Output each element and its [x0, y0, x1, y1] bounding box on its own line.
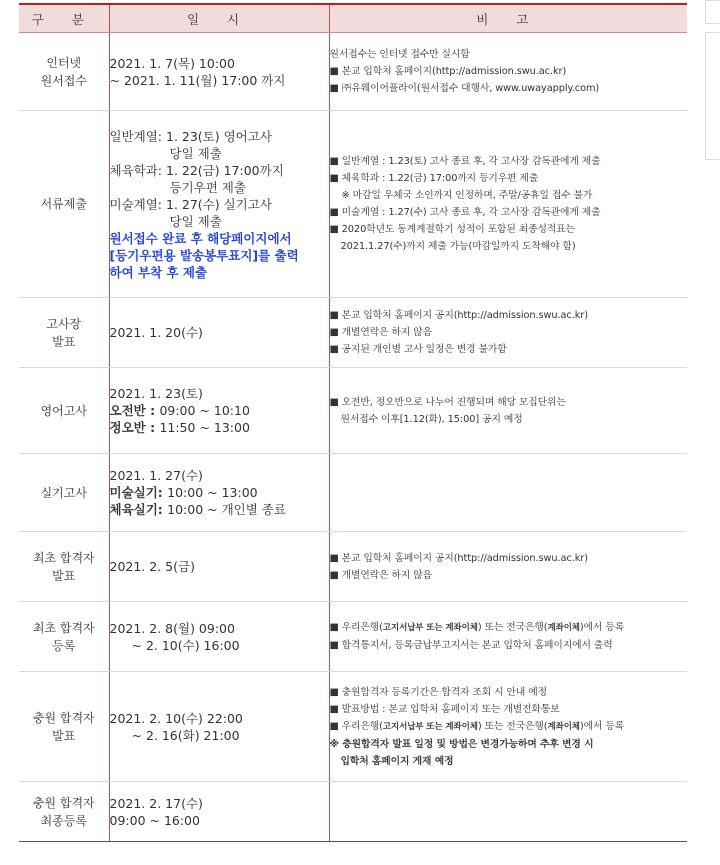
- note-line: ■ 본교 입학처 홈페이지 공지(http://admission.swu.ac.kr): [329, 552, 588, 564]
- note-line: ■ 발표방법 : 본교 입학처 홈페이지 또는 개별전화통보: [329, 703, 560, 715]
- schedule-label: 미술계열:: [109, 196, 166, 212]
- category-cell: [19, 454, 109, 532]
- category-line: 최종등록: [40, 813, 87, 828]
- note-line: ※ 충원합격자 발표 일정 및 방법은 변경가능하며 추후 변경 시: [329, 738, 594, 750]
- schedule-line: [110, 484, 329, 501]
- note-text: ■ 우리은행(: [329, 720, 383, 732]
- note-line: ■ 개별연락은 하지 않음: [329, 327, 432, 338]
- note-line: 입학처 홈페이지 게재 예정: [340, 755, 454, 767]
- notes-cell: [329, 782, 687, 842]
- notes-cell: [329, 454, 687, 532]
- category-line: 발표: [52, 334, 76, 349]
- table-row: [19, 532, 687, 602]
- schedule-text: 10:00 ~ 개인별 종료: [167, 502, 286, 517]
- submission-instruction: [등기우편용 발송봉투표지]를 출력: [109, 247, 299, 263]
- schedule-text: 10:00 ~ 13:00: [167, 485, 258, 500]
- table-row: [19, 298, 687, 368]
- table-row: [19, 782, 687, 842]
- notes-cell: [329, 368, 687, 454]
- schedule-line: 등기우편 제출: [169, 179, 246, 195]
- note-line: [330, 718, 688, 736]
- schedule-line: ~ 2. 10(수) 16:00: [131, 637, 240, 653]
- category-line: 충원 합격자: [32, 710, 95, 725]
- header-category: 구 분: [19, 4, 109, 33]
- notes-cell: [329, 532, 687, 602]
- category-cell: [19, 368, 109, 454]
- category-line: 영어고사: [40, 403, 87, 418]
- schedule-line: [110, 419, 329, 436]
- schedule-line: 2021. 1. 23(토): [109, 386, 203, 401]
- schedule-cell: [109, 782, 329, 842]
- notes-cell: [329, 298, 687, 368]
- admission-schedule-table: [19, 3, 687, 842]
- note-line: ■ 본교 입학처 홈페이지 공지(http://admission.swu.ac.kr): [329, 310, 588, 321]
- notes-cell: [329, 672, 687, 782]
- schedule-label: 미술실기:: [109, 485, 168, 500]
- category-line: 발표: [52, 728, 76, 743]
- table-header-row: [19, 4, 687, 33]
- note-line: ■ 공지된 개인별 고사 일정은 변경 불가함: [329, 344, 507, 355]
- schedule-text: 11:50 ~ 13:00: [159, 420, 250, 435]
- header-notes: 비 고: [329, 4, 687, 33]
- note-emphasis: 고지서납부 또는 계좌이체: [382, 721, 478, 732]
- schedule-line: 2021. 2. 8(월) 09:00: [109, 620, 235, 636]
- note-text: ) 또는 전국은행(: [477, 720, 548, 732]
- category-line: 실기고사: [40, 485, 87, 500]
- schedule-line: 당일 제출: [169, 145, 222, 161]
- note-emphasis: 계좌이체: [547, 623, 580, 633]
- note-text: ) 또는 전국은행(: [477, 622, 548, 633]
- note-line: ■ 합격통지서, 등록금납부고지서는 본교 입학처 홈페이지에서 출력: [329, 640, 613, 651]
- schedule-line: ~ 2. 16(화) 21:00: [131, 727, 240, 743]
- category-line: 최초 합격자: [32, 550, 95, 565]
- note-line: ■ 2020학년도 동계계절학기 성적이 포함된 최종성적표는: [329, 224, 575, 235]
- schedule-cell: [109, 672, 329, 782]
- schedule-text: 1. 27(수) 실기고사: [166, 196, 272, 212]
- note-line: 원서접수는 인터넷 접수만 실시함: [329, 49, 470, 60]
- notes-cell: [329, 111, 687, 298]
- table-row: [19, 602, 687, 672]
- category-cell: [19, 602, 109, 672]
- category-cell: [19, 111, 109, 298]
- submission-instruction: 원서접수 완료 후 해당페이지에서: [109, 230, 292, 246]
- category-cell: [19, 532, 109, 602]
- category-cell: [19, 782, 109, 842]
- schedule-line: [110, 196, 329, 213]
- schedule-line: 2021. 1. 7(목) 10:00: [109, 55, 235, 71]
- schedule-line: [110, 162, 329, 179]
- schedule-text: 09:00 ~ 10:10: [159, 403, 250, 418]
- schedule-cell: [109, 454, 329, 532]
- schedule-label: 오전반 :: [109, 403, 160, 418]
- category-line: 인터넷: [46, 55, 82, 70]
- schedule-line: 2021. 2. 17(수): [109, 795, 203, 811]
- table-row: [19, 454, 687, 532]
- submission-instruction: 하여 부착 후 제출: [109, 264, 208, 280]
- side-widget-panel: [705, 32, 720, 160]
- note-line: ■ 미술계열 : 1.27(수) 고사 종료 후, 각 고사장 감독관에게 제출: [329, 207, 601, 218]
- header-schedule: 일 시: [109, 4, 329, 33]
- schedule-line: 2021. 2. 10(수) 22:00: [109, 710, 243, 726]
- category-line: 고사장: [46, 316, 82, 331]
- schedule-cell: [109, 368, 329, 454]
- note-line: ■ 충원합격자 등록기간은 합격자 조회 시 안내 예정: [329, 686, 548, 698]
- schedule-text: 1. 22(금) 17:00까지: [166, 162, 284, 178]
- table-row: [19, 111, 687, 298]
- schedule-cell: [109, 33, 329, 111]
- note-line: ■ ㈜유웨이어플라이(원서접수 대행사, www.uwayapply.com): [329, 83, 600, 94]
- schedule-line: 2021. 2. 5(금): [109, 559, 195, 574]
- note-line: ■ 체육학과 : 1.22(금) 17:00까지 등기우편 제출: [329, 173, 539, 184]
- note-emphasis: 계좌이체: [547, 721, 580, 732]
- category-line: 원서접수: [40, 73, 87, 88]
- note-line: ※ 마감일 우체국 소인까지 인정하며, 주말/공휴일 접수 불가: [341, 190, 593, 201]
- category-cell: [19, 33, 109, 111]
- note-line: ■ 오전반, 정오반으로 나누어 진행되며 해당 모집단위는: [329, 396, 566, 408]
- schedule-label: 체육학과:: [109, 162, 166, 178]
- schedule-cell: [109, 602, 329, 672]
- schedule-cell: [109, 298, 329, 368]
- note-line: ■ 개별연락은 하지 않음: [329, 569, 432, 581]
- note-line: 원서접수 이후[1.12(화), 15:00] 공지 예정: [340, 413, 523, 425]
- schedule-line: ~ 2021. 1. 11(월) 17:00 까지: [109, 72, 286, 88]
- schedule-cell: [109, 532, 329, 602]
- table-row: [19, 672, 687, 782]
- schedule-label: 일반계열:: [109, 128, 166, 144]
- category-cell: [19, 298, 109, 368]
- note-line: ■ 일반계열 : 1.23(토) 고사 종료 후, 각 고사장 감독관에게 제출: [329, 156, 601, 167]
- schedule-cell: [109, 111, 329, 298]
- category-cell: [19, 672, 109, 782]
- schedule-label: 체육실기:: [109, 502, 168, 517]
- category-line: 최초 합격자: [32, 620, 95, 635]
- table-row: [19, 33, 687, 111]
- schedule-line: [110, 501, 329, 518]
- category-line: 등록: [52, 638, 76, 653]
- schedule-label: 정오반 :: [109, 420, 160, 435]
- note-text: )에서 등록: [579, 622, 625, 633]
- note-line: [330, 619, 688, 637]
- schedule-line: 2021. 1. 20(수): [109, 325, 203, 340]
- side-widget-top: [705, 0, 720, 24]
- schedule-line: [110, 402, 329, 419]
- note-line: ■ 본교 입학처 홈페이지(http://admission.swu.ac.kr): [329, 66, 567, 77]
- notes-cell: [329, 602, 687, 672]
- schedule-line: 2021. 1. 27(수): [109, 468, 203, 483]
- note-text: ■ 우리은행(: [329, 622, 383, 633]
- note-line: 2021.1.27(수)까지 제출 가능(마감일까지 도착해야 함): [340, 241, 576, 252]
- schedule-line: 당일 제출: [169, 213, 222, 229]
- category-line: 충원 합격자: [32, 795, 95, 810]
- category-line: 서류제출: [40, 197, 87, 211]
- note-emphasis: 고지서납부 또는 계좌이체: [382, 623, 478, 633]
- notes-cell: [329, 33, 687, 111]
- schedule-text: 1. 23(토) 영어고사: [166, 128, 272, 144]
- schedule-line: 09:00 ~ 16:00: [109, 812, 200, 828]
- table-row: [19, 368, 687, 454]
- category-line: 발표: [52, 568, 76, 583]
- note-text: )에서 등록: [579, 720, 625, 732]
- schedule-line: [110, 128, 329, 145]
